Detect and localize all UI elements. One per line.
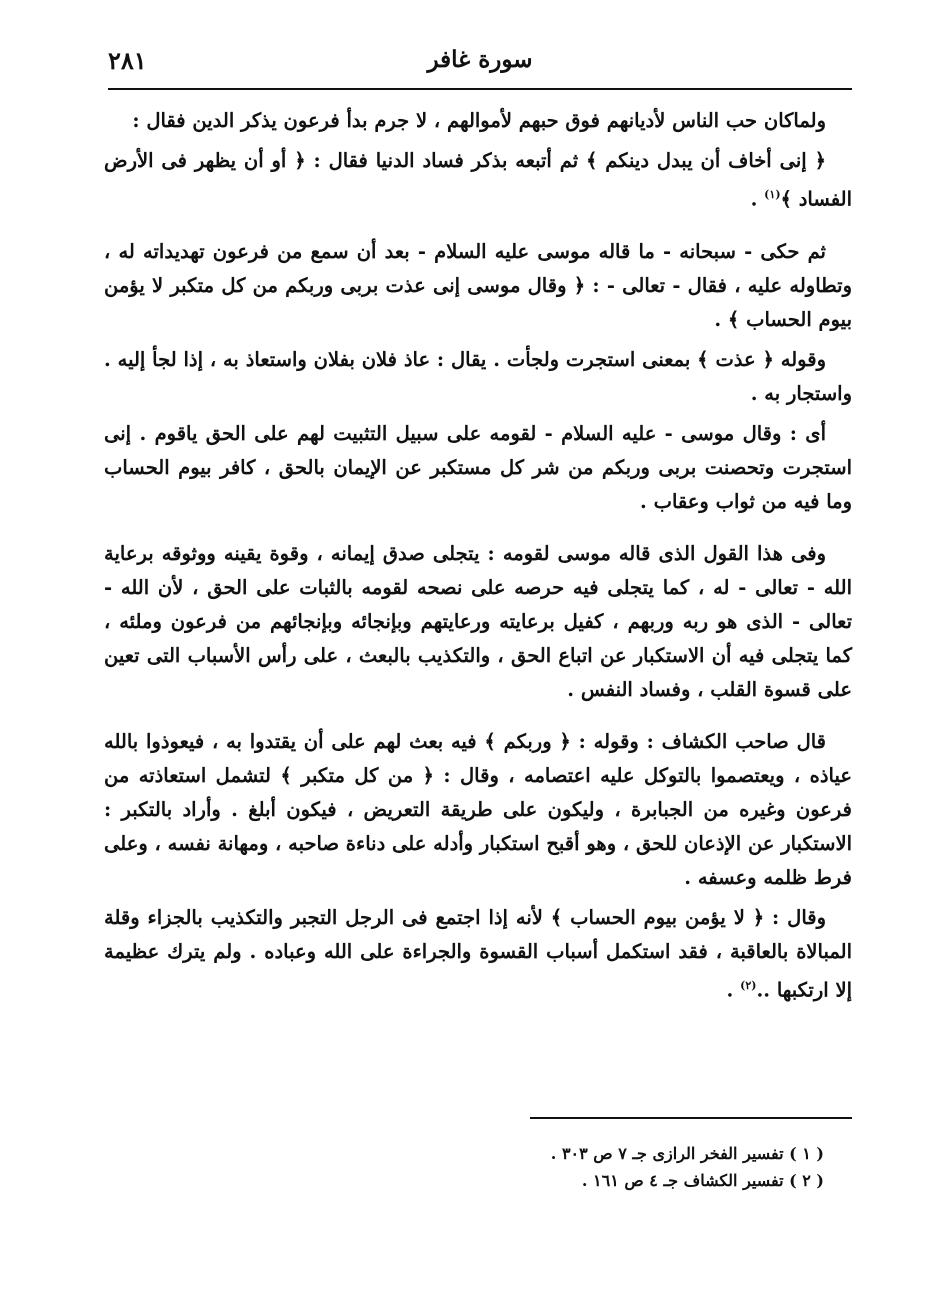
footnote: ( ٢ ) تفسير الكشاف جـ ٤ ص ١٦١ . xyxy=(581,1171,824,1190)
footnote-mark: (١) xyxy=(764,188,781,201)
paragraph: ﴿ إنى أخاف أن يبدل دينكم ﴾ ثم أتبعه بذكر فساد الدنيا فقال : ﴿ أو أن يظهر فى الأرض الفساد ﴾$^{(١)}$ . xyxy=(104,149,852,211)
paragraph: قال صاحب الكشاف : وقوله : ﴿ وربكم ﴾ فيه بعث لهم على أن يقتدوا به ، فيعوذوا بالله عياذه ، ويعتصموا بالتوكل عليه اعتصامه ، وقال : ﴿ من كل متكبر ﴾ لتشمل استعاذته من فرعون وغيره من الجبابرة ، وليكون على طريقة التعريض ، فيكون أبلغ . وأراد بالتكبر : الاستكبار عن الإذعان للحق ، وهو أقبح استكبار وأدله على دناءة صاحبه ، ومهانة نفسه ، وعلى فرط ظلمه وعسفه . xyxy=(104,729,852,889)
footnote-rule xyxy=(530,1117,852,1119)
paragraph: ثم حكى - سبحانه - ما قاله موسى عليه السلام - بعد أن سمع من فرعون تهديداته له ، وتطاوله عليه ، فقال - تعالى - : ﴿ وقال موسى إنى عذت بربى وربكم من كل متكبر لا يؤمن بيوم الحساب ﴾ . xyxy=(104,239,852,331)
surah-title: سورة غافر xyxy=(427,46,533,73)
body-text xyxy=(104,104,852,1007)
paragraph: وقوله ﴿ عذت ﴾ بمعنى استجرت ولجأت . يقال : عاذ فلان بفلان واستعاذ به ، إذا لجأ إليه . واستجار به . xyxy=(104,347,852,405)
paragraph-text: وقال : ﴿ لا يؤمن بيوم الحساب ﴾ لأنه إذا اجتمع فى الرجل التجبر والتكذيب بالجزاء وقلة المبالاة بالعاقبة ، فقد استكمل أسباب القسوة والجراءة على الله وعباده . ولم يترك عظيمة إلا ارتكبها .. xyxy=(104,905,852,1001)
paragraph: ولماكان حب الناس لأديانهم فوق حبهم لأموالهم ، لا جرم بدأ فرعون يذكر الدين فقال : xyxy=(132,109,826,132)
page-number: ٢٨١ xyxy=(108,46,147,75)
page-header xyxy=(108,40,852,88)
header-rule xyxy=(108,88,852,90)
footnote: ( ١ ) تفسير الفخر الرازى جـ ٧ ص ٣٠٣ . xyxy=(550,1144,824,1163)
paragraph: وفى هذا القول الذى قاله موسى لقومه : يتجلى صدق إيمانه ، وقوة يقينه ووثوقه برعاية الله - تعالى - له ، كما يتجلى فيه حرصه على نصحه لقومه بالثبات على الحق ، لأن الله - تعالى - الذى هو ربه وربهم ، كفيل برعايته ورعايتهم وبإنجائه وبإنجائهم من فرعون وملئه ، كما يتجلى فيه أن الاستكبار عن اتباع الحق ، والتكذيب بالبعث ، على رأس الأسباب التى تعين على قسوة القلب ، وفساد النفس . xyxy=(104,541,852,701)
footnotes xyxy=(108,1140,824,1194)
footnote-mark: (٢) xyxy=(740,978,757,992)
paragraph: أى : وقال موسى - عليه السلام - لقومه على سبيل التثبيت لهم على الحق ياقوم . إنى استجرت وتحصنت بربى وربكم من شر كل مستكبر عن الإيمان بالحق ، كافر بيوم الحساب وما فيه من ثواب وعقاب . xyxy=(104,421,852,513)
paragraph: وقال : ﴿ لا يؤمن بيوم الحساب ﴾ لأنه إذا اجتمع فى الرجل التجبر والتكذيب بالجزاء وقلة المبالاة بالعاقبة ، فقد استكمل أسباب القسوة والجراءة على الله وعباده . ولم يترك عظيمة إلا ارتكبها ..$^{(٢)}$ . xyxy=(104,905,852,1001)
paragraph-text: ﴿ إنى أخاف أن يبدل دينكم ﴾ ثم أتبعه بذكر فساد الدنيا فقال : ﴿ أو أن يظهر فى الأرض الفساد ﴾ xyxy=(104,149,852,211)
